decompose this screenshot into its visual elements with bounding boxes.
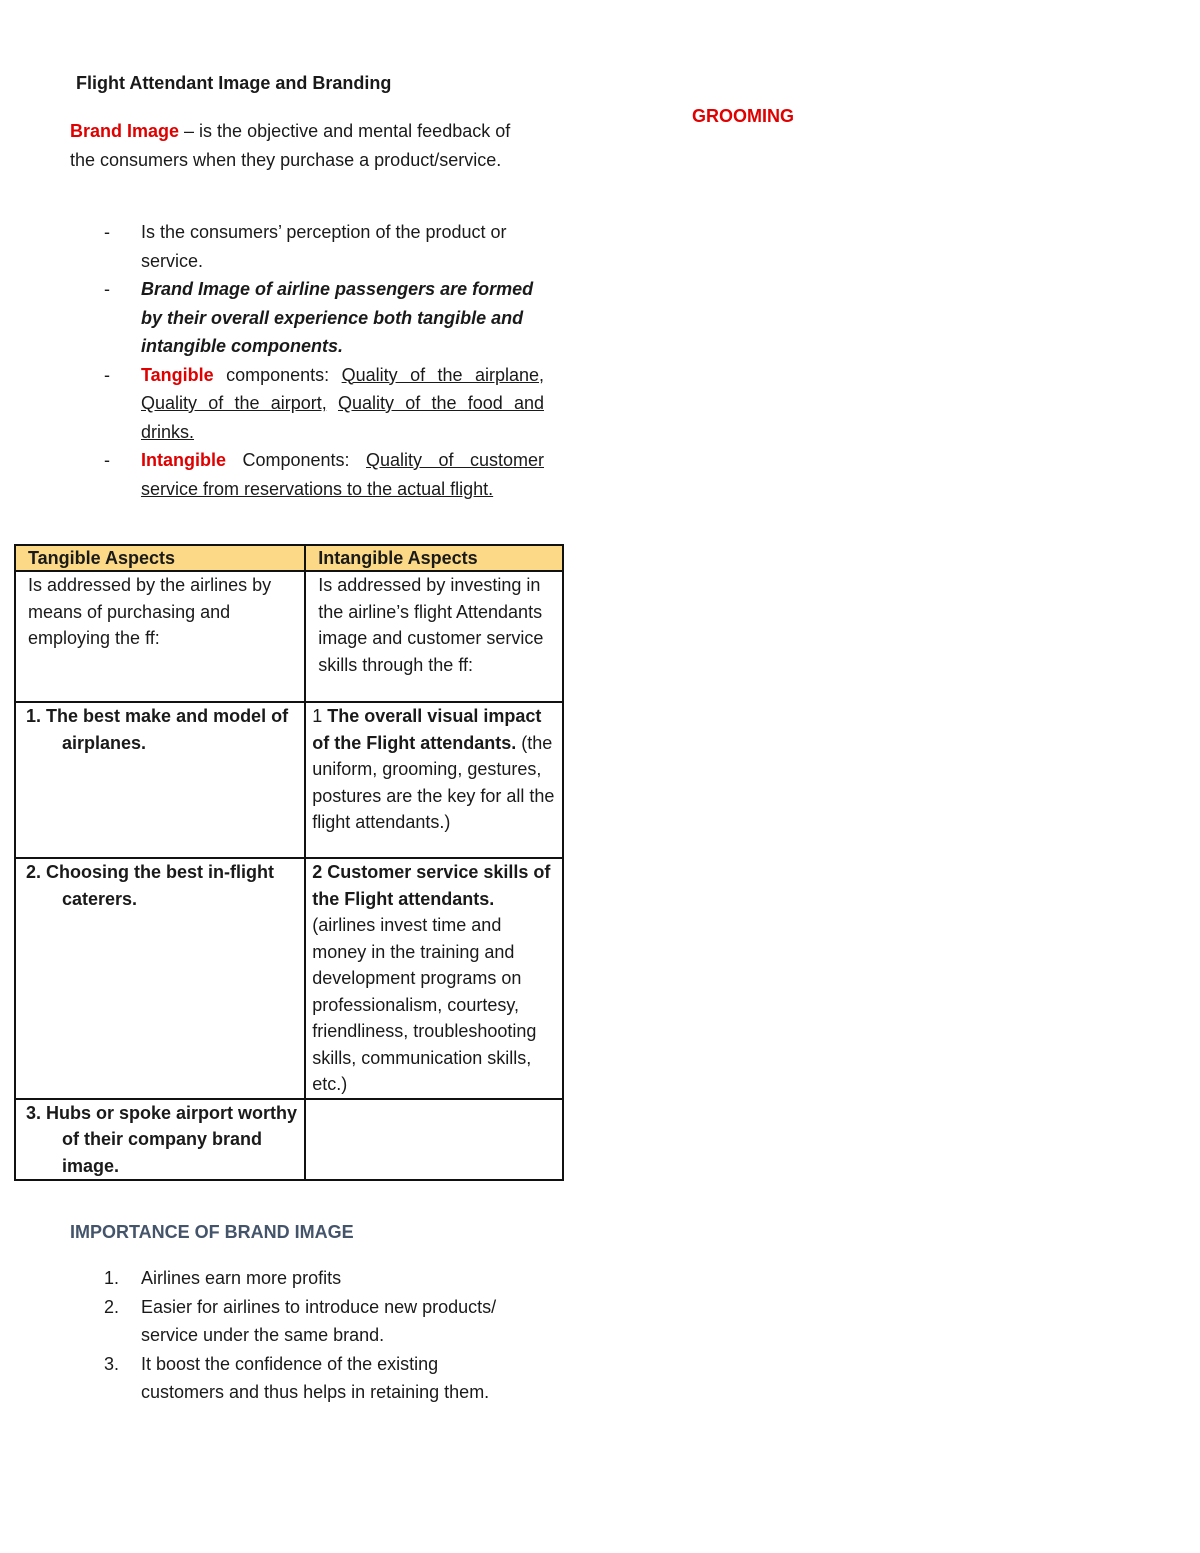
intangible-text-2: (airlines invest time and money in the training and development programs on professionalism, courtesy, friendliness, troubleshooting skills, communication skills, etc.) [312, 915, 537, 1094]
intangible-num-1: 1 [312, 706, 328, 726]
cell-tangible-intro: Is addressed by the airlines by means of purchasing and employing the ff: [15, 571, 305, 702]
table-row [15, 858, 563, 1099]
list-item [100, 1264, 520, 1293]
dash-marker: - [104, 222, 110, 242]
bullet-text: components: [213, 364, 342, 385]
list-number: 2. [104, 1296, 120, 1317]
cell-intangible-1 [305, 702, 563, 858]
bullet-text: Is the consumers’ perception of the product or service. [141, 222, 507, 271]
table-row [15, 1099, 563, 1181]
intangible-bold-1: The overall visual impact of the Flight attendants. [312, 706, 542, 753]
cell-intangible-intro: Is addressed by investing in the airline’s flight Attendants image and customer service skills through the ff: [305, 571, 563, 702]
brand-image-definition [70, 117, 540, 174]
list-number: 3. [104, 1353, 120, 1374]
header-tangible: Tangible Aspects [15, 545, 305, 571]
table-header-row [15, 545, 563, 571]
dash-marker: - [104, 279, 110, 299]
quality-airplane: Quality of the airplane, [341, 364, 545, 385]
table-row [15, 702, 563, 858]
bullet-text: Brand Image of airline passengers are formed by their overall experience both tangible and intangible components. [141, 279, 534, 356]
intangible-text-1: (the uniform, grooming, gestures, postures are the key for all the flight attendants.) [312, 732, 555, 832]
cell-tangible-2 [15, 858, 305, 1099]
list-item [100, 1293, 520, 1350]
list-item [100, 1350, 520, 1407]
document-title: Flight Attendant Image and Branding [76, 73, 392, 93]
list-item [100, 446, 544, 503]
list-item [100, 275, 544, 361]
cell-intangible-3 [305, 1099, 563, 1181]
dash-marker: - [104, 364, 110, 385]
quality-food: Quality of the food and drinks. [141, 393, 544, 442]
cell-tangible-1 [15, 702, 305, 858]
tangible-item-3: 3. Hubs or spoke airport worthy of their company brand image. [26, 1102, 298, 1176]
list-item [100, 218, 544, 275]
importance-text: It boost the confidence of the existing customers and thus helps in retaining them. [141, 1353, 490, 1402]
importance-text: Easier for airlines to introduce new products/ service under the same brand. [141, 1296, 497, 1345]
intangible-bold-2: 2 Customer service skills of the Flight attendants. [312, 862, 551, 909]
brand-image-bullets [100, 218, 544, 503]
cell-tangible-3 [15, 1099, 305, 1181]
list-item [100, 361, 544, 447]
cell-intangible-2 [305, 858, 563, 1099]
tangible-label: Tangible [141, 364, 214, 385]
intangible-label: Intangible [141, 450, 226, 470]
dash-marker: - [104, 450, 110, 470]
tangible-item-2: 2. Choosing the best in-flight caterers. [26, 862, 274, 909]
header-intangible: Intangible Aspects [305, 545, 563, 571]
importance-text: Airlines earn more profits [141, 1268, 342, 1288]
definition-term: Brand Image [70, 121, 180, 141]
importance-list [100, 1264, 520, 1407]
definition-text: – is the objective and mental feedback of the consumers when they purchase a product/service. [70, 121, 511, 170]
importance-heading: IMPORTANCE OF BRAND IMAGE [70, 1222, 354, 1242]
list-number: 1. [104, 1268, 120, 1288]
tangible-item-1: 1. The best make and model of airplanes. [26, 706, 289, 753]
grooming-heading: GROOMING [692, 106, 794, 126]
bullet-text: Components: [226, 450, 366, 470]
aspects-table [14, 544, 564, 1181]
quality-customer-service: Quality of customer service from reservations to the actual flight. [141, 450, 544, 499]
table-row [15, 571, 563, 702]
quality-airport: Quality of the airport, [141, 393, 327, 413]
